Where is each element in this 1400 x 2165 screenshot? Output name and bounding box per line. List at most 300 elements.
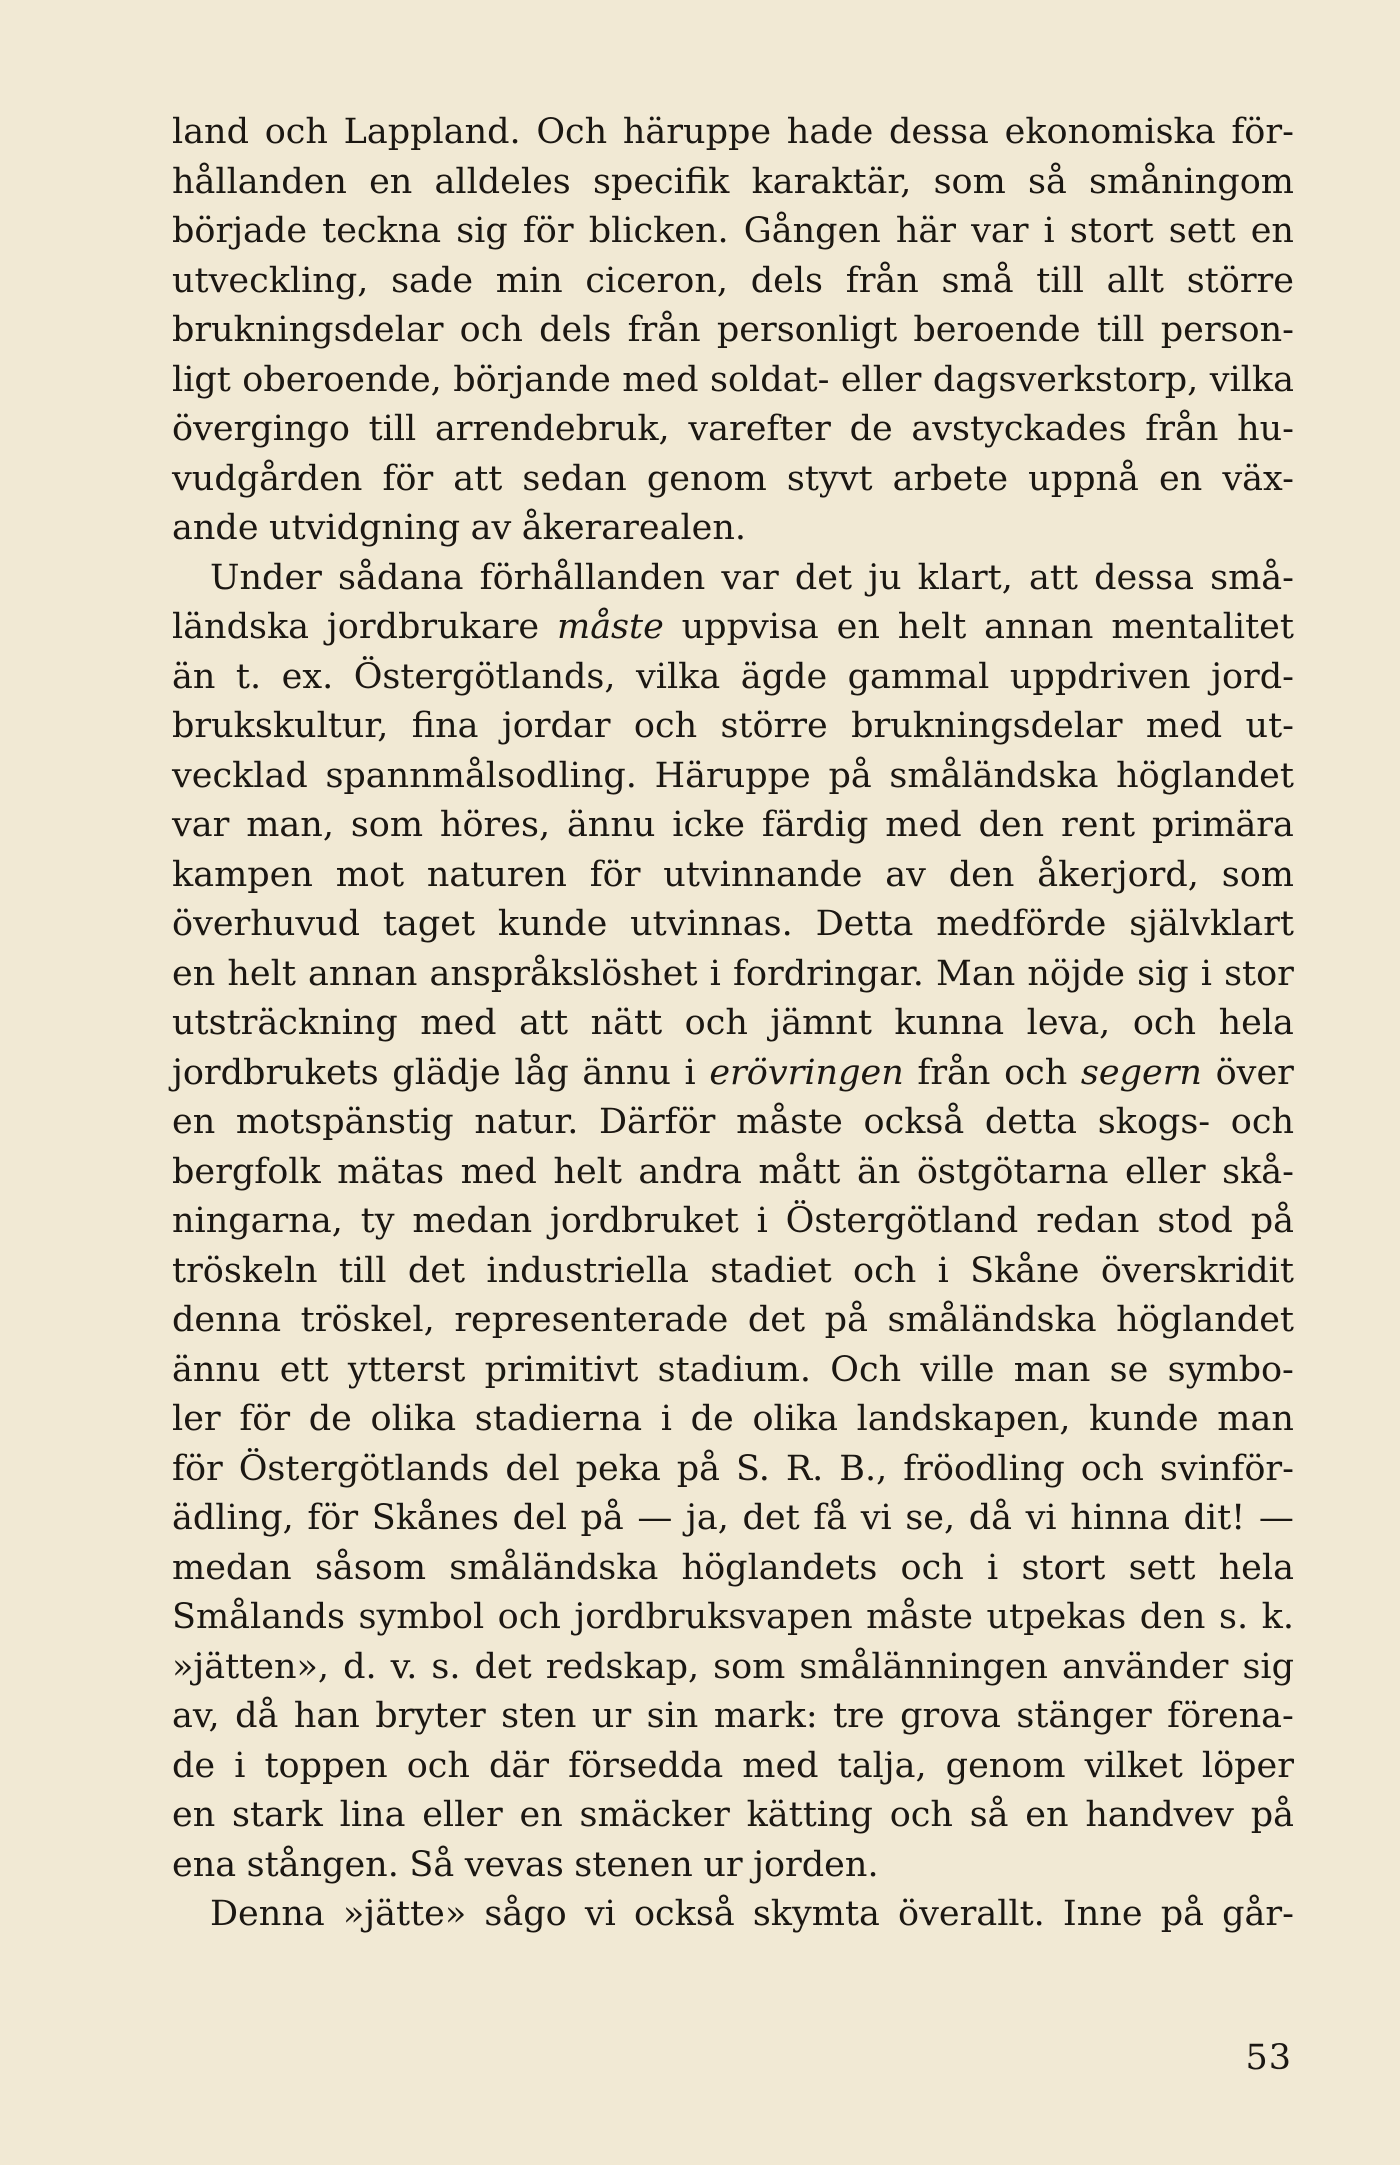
- word: landskapen,: [856, 1399, 1071, 1439]
- word: försedda: [568, 1745, 724, 1786]
- word: medförde: [936, 904, 1107, 944]
- word: och: [1080, 1448, 1144, 1489]
- word: icke: [672, 805, 746, 845]
- word: för: [172, 1448, 223, 1489]
- word: för-: [1231, 112, 1294, 152]
- word: småländska: [887, 1300, 1097, 1340]
- text-line: [172, 158, 1294, 208]
- word: ekonomiska: [1004, 112, 1216, 152]
- word: kunde: [1089, 1399, 1199, 1439]
- word: beroende: [913, 310, 1081, 350]
- word: Lappland.: [343, 112, 521, 152]
- word: v.: [390, 1646, 418, 1687]
- word: tröskeln: [172, 1250, 318, 1291]
- word: grova: [900, 1696, 1001, 1736]
- word: ur: [703, 1844, 743, 1885]
- word: måste: [866, 1597, 973, 1637]
- text-line: [172, 653, 1294, 703]
- word: självklart: [1129, 904, 1294, 944]
- word: höglandet: [1116, 755, 1294, 796]
- word: han: [293, 1696, 360, 1736]
- word: specifik: [592, 161, 730, 202]
- word: var: [172, 805, 230, 845]
- word: till: [368, 409, 417, 449]
- word: för: [239, 1399, 291, 1439]
- word: så: [969, 1795, 1009, 1835]
- word: sin: [646, 1696, 699, 1736]
- word: än: [172, 656, 216, 697]
- word: i: [709, 953, 721, 994]
- word: att: [453, 458, 503, 499]
- word: det: [742, 1498, 800, 1538]
- word: »jätten»,: [172, 1646, 330, 1687]
- word: som: [1221, 854, 1294, 895]
- word: arbete: [892, 458, 1009, 499]
- word: vi: [860, 1498, 892, 1538]
- word: redskap,: [545, 1646, 700, 1687]
- word: glädje: [392, 1052, 501, 1093]
- word: helt: [897, 607, 967, 647]
- word: vevas: [464, 1844, 564, 1885]
- word: ett: [279, 1349, 329, 1390]
- word: rent: [1061, 805, 1136, 845]
- word: ju: [868, 557, 902, 598]
- word: industriella: [486, 1250, 690, 1291]
- text-line: [172, 1296, 1294, 1346]
- word: såsom: [314, 1547, 427, 1588]
- word: t.: [235, 656, 262, 697]
- word: utveckling,: [172, 260, 369, 301]
- word: i: [987, 1547, 999, 1588]
- word: på: [1250, 1201, 1294, 1241]
- word: motspänstig: [235, 1102, 454, 1142]
- word: jordbrukare: [326, 607, 540, 647]
- word: helt: [553, 1151, 622, 1192]
- word: mentalitet: [1111, 607, 1294, 647]
- word: stod: [1157, 1201, 1233, 1241]
- word: där: [489, 1745, 550, 1786]
- word: talja,: [837, 1745, 927, 1786]
- word: Denna: [210, 1894, 325, 1934]
- word: vilka: [636, 656, 721, 697]
- word: här: [895, 211, 956, 251]
- word: brukningsdelar: [851, 706, 1123, 746]
- word: vi: [1025, 1498, 1057, 1538]
- word: spannmålsodling.: [325, 755, 637, 796]
- word: utvidgning: [269, 508, 461, 548]
- word: soldat-: [710, 359, 830, 400]
- word: ande: [172, 508, 259, 548]
- word: primitivt: [484, 1349, 639, 1390]
- word: olika: [370, 1399, 457, 1439]
- word: »jätte»: [342, 1894, 467, 1934]
- word: representerade: [454, 1300, 729, 1340]
- word: och: [459, 310, 523, 350]
- word: med: [420, 1003, 497, 1043]
- word: svinför-: [1159, 1448, 1294, 1489]
- word: att: [1028, 557, 1078, 598]
- word: stången.: [246, 1844, 399, 1885]
- word: personligt: [716, 310, 898, 350]
- word: leva,: [1026, 1003, 1111, 1043]
- page-number: 53: [1245, 2038, 1292, 2078]
- text-line: [172, 1841, 1294, 1891]
- word: ädling,: [172, 1498, 294, 1538]
- word: stort: [1069, 211, 1154, 251]
- word: fröodling: [903, 1448, 1065, 1489]
- text-line: [172, 207, 1294, 257]
- word: den: [948, 854, 1015, 895]
- word: till: [1096, 310, 1145, 350]
- word: och: [1132, 1003, 1197, 1043]
- word: andra: [638, 1151, 742, 1192]
- word: varefter: [688, 409, 831, 449]
- word: dels: [750, 260, 824, 301]
- word: toppen: [264, 1745, 388, 1786]
- word: sig: [1242, 1646, 1294, 1687]
- word: Under: [210, 557, 322, 598]
- word: sådana: [338, 557, 464, 598]
- word: dessa: [889, 112, 989, 152]
- text-line: [172, 1494, 1294, 1544]
- word: på: [828, 755, 872, 796]
- word: en: [172, 1795, 216, 1835]
- word: också: [633, 1894, 735, 1934]
- word: för: [522, 211, 574, 251]
- text-line: [172, 1791, 1294, 1841]
- word: uppnå: [1028, 458, 1139, 499]
- word: av: [885, 854, 926, 895]
- word: ägde: [740, 656, 828, 697]
- word: vilka: [1209, 359, 1294, 400]
- word: avstyckades: [911, 409, 1127, 449]
- word: Skåne: [970, 1250, 1080, 1291]
- text-line: [172, 1593, 1294, 1643]
- word: kätting: [746, 1795, 873, 1835]
- word: Skånes: [371, 1498, 499, 1538]
- word: på: [1250, 1795, 1294, 1835]
- word: och: [889, 1795, 953, 1835]
- word: och: [853, 1250, 917, 1291]
- word: det: [794, 557, 853, 598]
- word: häruppe: [622, 112, 772, 152]
- word: de: [308, 1399, 352, 1439]
- word: på: [676, 1448, 721, 1489]
- word: sett: [1168, 211, 1236, 251]
- word: i: [660, 1399, 672, 1439]
- text-line: [172, 752, 1294, 802]
- word: ut-: [1245, 706, 1294, 746]
- word: övergingo: [172, 409, 350, 449]
- text-line: [172, 1247, 1294, 1297]
- word: på: [580, 1498, 624, 1538]
- word: —: [637, 1498, 673, 1538]
- word: en: [519, 1795, 563, 1835]
- text-line: [172, 306, 1294, 356]
- word: blicken.: [588, 211, 729, 251]
- word: ty: [360, 1201, 395, 1241]
- word: mark:: [713, 1696, 818, 1736]
- word: Och: [830, 1349, 902, 1390]
- word: uppvisa: [681, 607, 819, 647]
- text-line: [172, 108, 1294, 158]
- text-line: [172, 455, 1294, 505]
- italic-word: segern: [1080, 1052, 1202, 1093]
- word: sågo: [484, 1894, 567, 1934]
- text-line: [172, 1197, 1294, 1247]
- word: kampen: [172, 854, 313, 895]
- word: karaktär,: [751, 161, 912, 202]
- word: peka: [575, 1448, 661, 1489]
- word: stor: [1224, 953, 1294, 994]
- word: de: [849, 409, 893, 449]
- word: lina: [339, 1795, 406, 1835]
- word: från: [627, 310, 701, 350]
- word: denna: [172, 1300, 282, 1340]
- body-text: [172, 108, 1294, 1940]
- word: förena-: [1167, 1696, 1294, 1736]
- word: av,: [172, 1696, 220, 1736]
- word: Östergötlands: [238, 1448, 490, 1489]
- word: handvev: [1085, 1795, 1234, 1835]
- word: över: [1215, 1052, 1294, 1093]
- word: än: [856, 1151, 901, 1192]
- word: en: [1250, 211, 1294, 251]
- text-line: [172, 554, 1294, 604]
- word: dessa: [1094, 557, 1194, 598]
- word: med: [885, 805, 962, 845]
- word: väx-: [1222, 458, 1294, 499]
- word: genom: [646, 458, 767, 499]
- word: fordringar.: [732, 953, 924, 994]
- text-line: [172, 1395, 1294, 1445]
- word: man: [1013, 1349, 1091, 1390]
- word: i: [937, 1250, 949, 1291]
- word: hinna: [1070, 1498, 1170, 1538]
- word: det: [407, 1250, 466, 1291]
- word: skå-: [1222, 1151, 1294, 1192]
- word: och: [684, 1003, 748, 1043]
- text-line: [172, 1445, 1294, 1495]
- text-line: [172, 405, 1294, 455]
- word: mot: [335, 854, 405, 895]
- word: olika: [752, 1399, 838, 1439]
- word: vecklad: [172, 755, 308, 796]
- word: ligt: [172, 359, 231, 400]
- word: nöjde: [1027, 953, 1125, 994]
- word: till: [1036, 260, 1084, 301]
- word: sedan: [522, 458, 627, 499]
- word: också: [863, 1102, 965, 1142]
- word: då: [235, 1696, 279, 1736]
- word: måste: [736, 1102, 843, 1142]
- word: gammal: [847, 656, 990, 697]
- word: det: [747, 1300, 806, 1340]
- word: eller: [422, 1795, 503, 1835]
- word: var: [971, 211, 1029, 251]
- word: och: [633, 706, 698, 746]
- word: för: [307, 1498, 359, 1538]
- word: B.,: [839, 1448, 888, 1489]
- word: ler: [172, 1399, 221, 1439]
- word: Detta: [815, 904, 914, 944]
- word: en: [1025, 1795, 1069, 1835]
- text-line: [172, 851, 1294, 901]
- word: små-: [1210, 557, 1294, 598]
- word: Östergötland: [785, 1201, 1019, 1241]
- word: på: [824, 1300, 868, 1340]
- word: det: [474, 1646, 532, 1687]
- word: som: [350, 805, 424, 845]
- word: den: [978, 805, 1045, 845]
- word: få: [813, 1498, 848, 1538]
- italic-word: måste: [557, 607, 664, 647]
- word: utvinnande: [663, 854, 863, 895]
- word: färdig: [761, 805, 869, 845]
- word: sig: [1137, 953, 1189, 994]
- word: mätas: [337, 1151, 445, 1192]
- text-line: [172, 702, 1294, 752]
- word: nätt: [590, 1003, 663, 1043]
- word: man: [1217, 1399, 1294, 1439]
- word: jordbruksvapen: [574, 1597, 853, 1637]
- word: man,: [246, 805, 334, 845]
- word: ex.: [281, 656, 334, 697]
- word: från: [845, 260, 919, 301]
- word: vi: [584, 1894, 616, 1934]
- word: Häruppe: [654, 755, 811, 796]
- word: ytterst: [347, 1349, 466, 1390]
- word: börjande: [453, 359, 611, 400]
- word: del: [512, 1498, 567, 1538]
- word: överhuvud: [172, 904, 361, 944]
- word: småländska: [889, 755, 1099, 796]
- word: på: [1160, 1894, 1204, 1934]
- text-line: [172, 900, 1294, 950]
- word: jordbrukets: [172, 1052, 379, 1093]
- word: ännu: [172, 1349, 261, 1390]
- text-line: [172, 1098, 1294, 1148]
- word: Så: [409, 1844, 455, 1885]
- text-line: [172, 801, 1294, 851]
- word: ja,: [686, 1498, 729, 1538]
- word: med: [1145, 706, 1223, 746]
- word: bryter: [375, 1696, 486, 1736]
- word: som: [713, 1646, 786, 1687]
- word: stadiet: [710, 1250, 832, 1291]
- word: medan: [172, 1547, 292, 1588]
- word: hu-: [1237, 409, 1294, 449]
- word: dit!: [1183, 1498, 1246, 1538]
- word: började: [172, 211, 308, 251]
- word: hela: [1218, 1003, 1294, 1043]
- word: symbo-: [1167, 1349, 1294, 1390]
- word: uppdriven: [1009, 656, 1191, 697]
- text-line: [172, 1742, 1294, 1792]
- word: medan: [412, 1201, 533, 1241]
- word: smäcker: [579, 1795, 730, 1835]
- word: naturen: [426, 854, 567, 895]
- word: smålänningen: [799, 1646, 1048, 1687]
- word: i: [234, 1745, 246, 1786]
- word: sett: [1128, 1547, 1196, 1588]
- word: i: [1043, 211, 1055, 251]
- word: alldeles: [434, 161, 571, 202]
- word: Därför: [599, 1102, 716, 1142]
- word: S.: [736, 1448, 770, 1489]
- word: eller: [1125, 1151, 1206, 1192]
- word: jord-: [1211, 656, 1294, 697]
- word: Smålands: [172, 1597, 346, 1637]
- text-line: [172, 1346, 1294, 1396]
- word: primära: [1151, 805, 1294, 845]
- word: R.: [785, 1448, 824, 1489]
- word: ännu: [582, 1052, 671, 1093]
- text-line: [172, 1643, 1294, 1693]
- word: ur: [591, 1696, 632, 1736]
- word: ningarna,: [172, 1201, 343, 1241]
- word: större: [720, 706, 828, 746]
- text-line: [172, 1049, 1294, 1099]
- word: en: [836, 607, 880, 647]
- word: löper: [1201, 1745, 1294, 1786]
- word: s.: [431, 1646, 461, 1687]
- word: kunde: [497, 904, 608, 944]
- word: småländska: [449, 1547, 659, 1588]
- word: person-: [1160, 310, 1294, 350]
- word: d.: [343, 1646, 377, 1687]
- word: och: [497, 1597, 561, 1637]
- word: ville: [920, 1349, 995, 1390]
- word: se,: [905, 1498, 956, 1538]
- word: sig: [456, 211, 508, 251]
- word: tröskel,: [300, 1300, 435, 1340]
- text-line: [172, 999, 1294, 1049]
- word: anspråkslöshet: [429, 953, 698, 994]
- word: kunna: [894, 1003, 1005, 1043]
- word: från: [917, 1052, 991, 1093]
- word: klart,: [917, 557, 1013, 598]
- word: jordar: [501, 706, 611, 746]
- word: använder: [1061, 1646, 1229, 1687]
- word: hade: [786, 112, 874, 152]
- word: för: [589, 854, 641, 895]
- word: små: [941, 260, 1014, 301]
- word: Gången: [743, 211, 881, 251]
- word: detta: [984, 1102, 1078, 1142]
- word: brukskultur,: [172, 706, 389, 746]
- word: stort: [1021, 1547, 1106, 1588]
- word: hela: [1218, 1547, 1294, 1588]
- word: tre: [833, 1696, 885, 1736]
- word: att: [519, 1003, 569, 1043]
- word: skogs-: [1097, 1102, 1211, 1142]
- word: vudgården: [172, 458, 363, 499]
- word: Och: [536, 112, 608, 152]
- word: östgötarna: [916, 1151, 1109, 1192]
- word: arrendebruk,: [434, 409, 670, 449]
- word: symbol: [358, 1597, 485, 1637]
- italic-word: erövringen: [709, 1052, 904, 1093]
- word: i: [684, 1052, 696, 1093]
- word: för: [382, 458, 434, 499]
- word: i: [756, 1201, 768, 1241]
- word: av: [470, 508, 512, 548]
- word: jordbruket: [549, 1201, 739, 1241]
- text-line: [172, 1148, 1294, 1198]
- word: stänger: [1016, 1696, 1152, 1736]
- word: ciceron,: [585, 260, 729, 301]
